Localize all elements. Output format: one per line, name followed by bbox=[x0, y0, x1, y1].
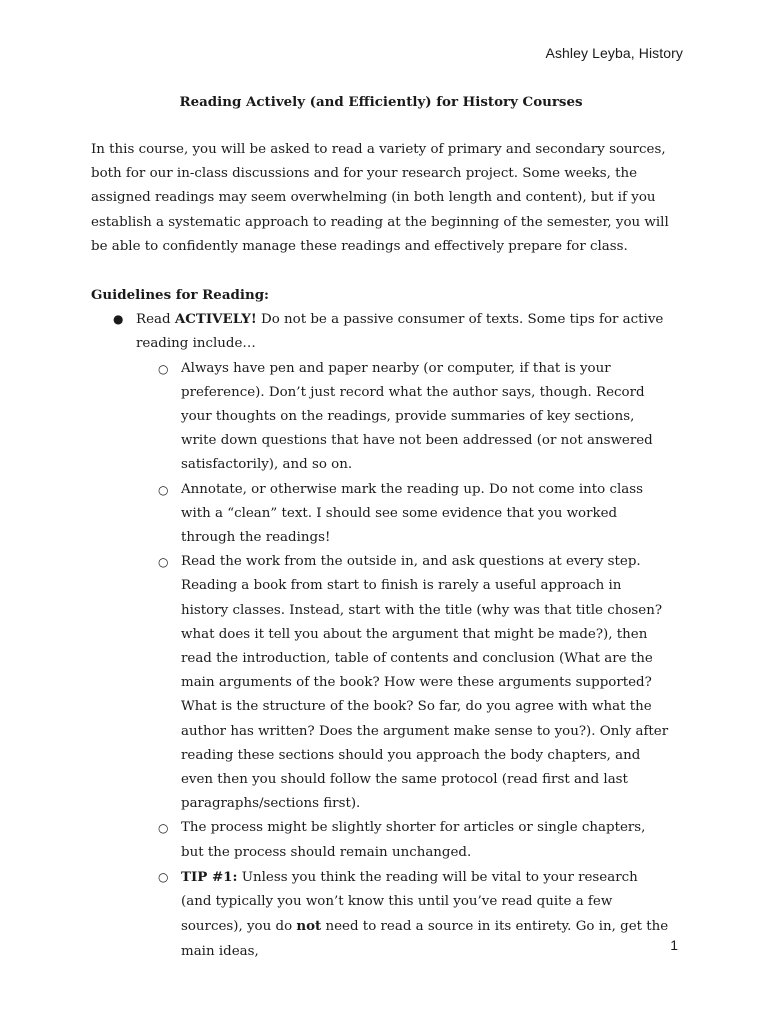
circle-bullet-icon: ○ bbox=[158, 821, 169, 836]
tip-text-before: Unless you think the reading will be vital to your research (and typically you won’t know this until you’ve read quite a few sources), you do bbox=[181, 869, 638, 935]
circle-bullet-icon: ○ bbox=[158, 482, 169, 497]
tip-text: Always have pen and paper nearby (or computer, if that is your preference). Don’t just record what the author says, though. Record your thoughts on the readings, provide summaries of key sections, write down questions that have not been addressed (or not answered satisfactorily), and so on. bbox=[181, 360, 653, 473]
list-item bbox=[91, 307, 671, 963]
bullet-icon: ● bbox=[113, 312, 124, 327]
list-item bbox=[136, 865, 671, 964]
tip-text: Annotate, or otherwise mark the reading up. Do not come into class with a “clean” text. I should see some evidence that you worked through the readings! bbox=[181, 481, 643, 546]
tip-text: Read the work from the outside in, and ask questions at every step. Reading a book from start to finish is rarely a useful approach in history classes. Instead, start with the title (why was that title chosen? what does it tell you about the argument that might be made?), then read the introduction, table of contents and conclusion (What are the main arguments of the book? How were these arguments supported? What is the structure of the book? So far, do you agree with what the author has written? Does the argument make sense to you?). Only after reading these sections should you approach the body chapters, and even then you should follow the same protocol (read first and last paragraphs/sections first). bbox=[181, 554, 669, 812]
bullet-rest: Do not be a passive consumer of texts. Some tips for active reading include… bbox=[136, 312, 664, 352]
tip-label: TIP #1: bbox=[181, 868, 238, 885]
circle-bullet-icon: ○ bbox=[158, 555, 169, 570]
document-body bbox=[91, 90, 671, 964]
circle-bullet-icon: ○ bbox=[158, 869, 169, 884]
guidelines-heading: Guidelines for Reading: bbox=[91, 287, 269, 304]
list-item bbox=[136, 357, 671, 478]
tips-list bbox=[136, 357, 671, 964]
document-title: Reading Actively (and Efficiently) for History Courses bbox=[179, 94, 583, 110]
list-item bbox=[136, 816, 671, 864]
tip-bold-word: not bbox=[296, 918, 322, 935]
intro-paragraph: In this course, you will be asked to read a variety of primary and secondary sources, both for our in-class discussions and for your research project. Some weeks, the assigned readings may seem overwhelming (in both length and content), but if you establish a systematic approach to reading at the beginning of the semester, you will be able to confidently manage these readings and effectively prepare for class. bbox=[91, 142, 669, 254]
bullet-bold: ACTIVELY! bbox=[174, 311, 257, 328]
tip-text: The process might be slightly shorter for articles or single chapters, but the process should remain unchanged. bbox=[181, 820, 646, 860]
tip-text-after: need to read a source in its entirety. Go in, get the main ideas, bbox=[181, 919, 669, 959]
header-author-course: Ashley Leyba, History bbox=[545, 45, 683, 61]
circle-bullet-icon: ○ bbox=[158, 361, 169, 376]
list-item bbox=[136, 550, 671, 816]
bullet-prefix: Read bbox=[136, 312, 175, 328]
list-item bbox=[136, 478, 671, 551]
page-number: 1 bbox=[670, 937, 678, 953]
guidelines-list bbox=[91, 307, 671, 963]
